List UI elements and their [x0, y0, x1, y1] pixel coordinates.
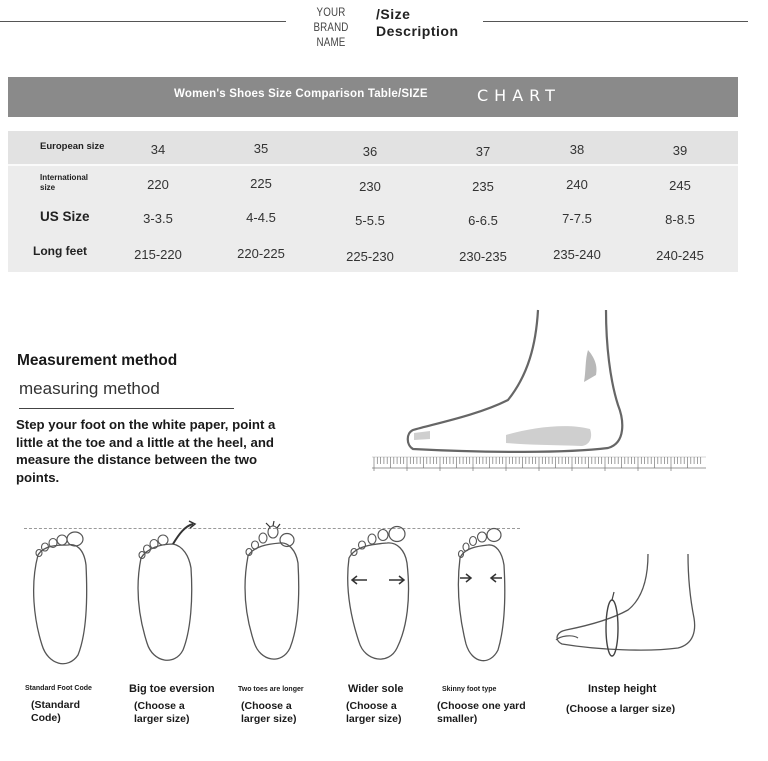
table-cell: 225-230 [346, 249, 394, 264]
measurement-subtitle: measuring method [19, 379, 160, 398]
caption-skinny-title: Skinny foot type [442, 686, 497, 693]
table-cell: 38 [569, 142, 585, 157]
caption-wider-sole-title: Wider sole [348, 683, 404, 695]
row-label-long-feet: Long feet [33, 244, 87, 258]
row-label-european: European size [40, 141, 105, 152]
header-rule-left [0, 21, 286, 22]
brand-name [301, 6, 361, 51]
caption-instep-sub: (Choose a larger size) [566, 703, 676, 715]
table-cell: 8-8.5 [665, 212, 695, 227]
table-cell: 220 [147, 177, 169, 192]
skinny-foot-illustration [452, 520, 516, 670]
table-cell: 35 [253, 141, 269, 156]
big-toe-eversion-foot-illustration [133, 518, 203, 668]
table-cell: 225 [250, 176, 272, 191]
header-rule-right [483, 21, 748, 22]
size-description-line-2: Description [376, 23, 459, 39]
caption-skinny-sub: (Choose one yard smaller) [437, 700, 526, 725]
caption-wider-sole-sub: (Choose a larger size) [346, 700, 402, 725]
table-cell: 235 [472, 179, 494, 194]
ankle-highlight [584, 350, 597, 382]
caption-standard-title: Standard Foot Code [25, 685, 92, 692]
table-cell: 39 [672, 143, 688, 158]
table-cell: 7-7.5 [562, 211, 592, 226]
table-cell: 245 [669, 178, 691, 193]
foot-side-view-illustration [368, 305, 713, 480]
ruler-ticks [374, 457, 701, 471]
heel-highlight [506, 426, 591, 446]
instep-height-foot-illustration [548, 548, 708, 673]
measurement-title: Measurement method [17, 352, 178, 369]
two-toes-longer-foot-illustration [240, 518, 310, 668]
table-cell: 215-220 [134, 247, 182, 262]
caption-big-toe-sub: (Choose a larger size) [134, 700, 190, 725]
caption-standard-sub: (Standard Code) [31, 699, 81, 724]
banner-title: Women's Shoes Size Comparison Table/SIZE [174, 88, 428, 100]
row-label-international-line-1: International [40, 173, 89, 182]
table-cell: 230 [359, 179, 381, 194]
banner-chart-label: CHART [477, 86, 561, 105]
size-description-line-1: /Size [376, 6, 411, 22]
size-table-separator [8, 164, 738, 166]
caption-two-toes-title: Two toes are longer [238, 686, 304, 693]
table-cell: 4-4.5 [246, 210, 276, 225]
row-label-international [40, 173, 88, 193]
caption-instep-title: Instep height [588, 683, 657, 695]
brand-line-1: YOUR [316, 7, 346, 19]
wider-sole-foot-illustration [345, 518, 415, 668]
row-label-us: US Size [40, 209, 90, 224]
measurement-description: Step your foot on the white paper, point a little at the toe and a little at the heel, and measure the distance between the two points. [16, 417, 276, 485]
size-description-title [376, 6, 459, 40]
row-label-international-line-2: size [40, 183, 56, 192]
table-cell: 37 [475, 144, 491, 159]
brand-line-2: BRAND NAME [313, 22, 349, 49]
table-cell: 240 [566, 177, 588, 192]
table-cell: 34 [150, 142, 166, 157]
table-cell: 235-240 [553, 247, 601, 262]
table-cell: 220-225 [237, 246, 285, 261]
caption-big-toe-title: Big toe eversion [129, 683, 215, 695]
standard-foot-illustration [28, 525, 96, 675]
table-cell: 36 [362, 144, 378, 159]
table-cell: 240-245 [656, 248, 704, 263]
toe-highlight [414, 431, 430, 440]
table-cell: 230-235 [459, 249, 507, 264]
table-cell: 3-3.5 [143, 211, 173, 226]
measurement-underline [19, 408, 234, 409]
table-cell: 6-6.5 [468, 213, 498, 228]
table-cell: 5-5.5 [355, 213, 385, 228]
caption-two-toes-sub: (Choose a larger size) [241, 700, 297, 725]
